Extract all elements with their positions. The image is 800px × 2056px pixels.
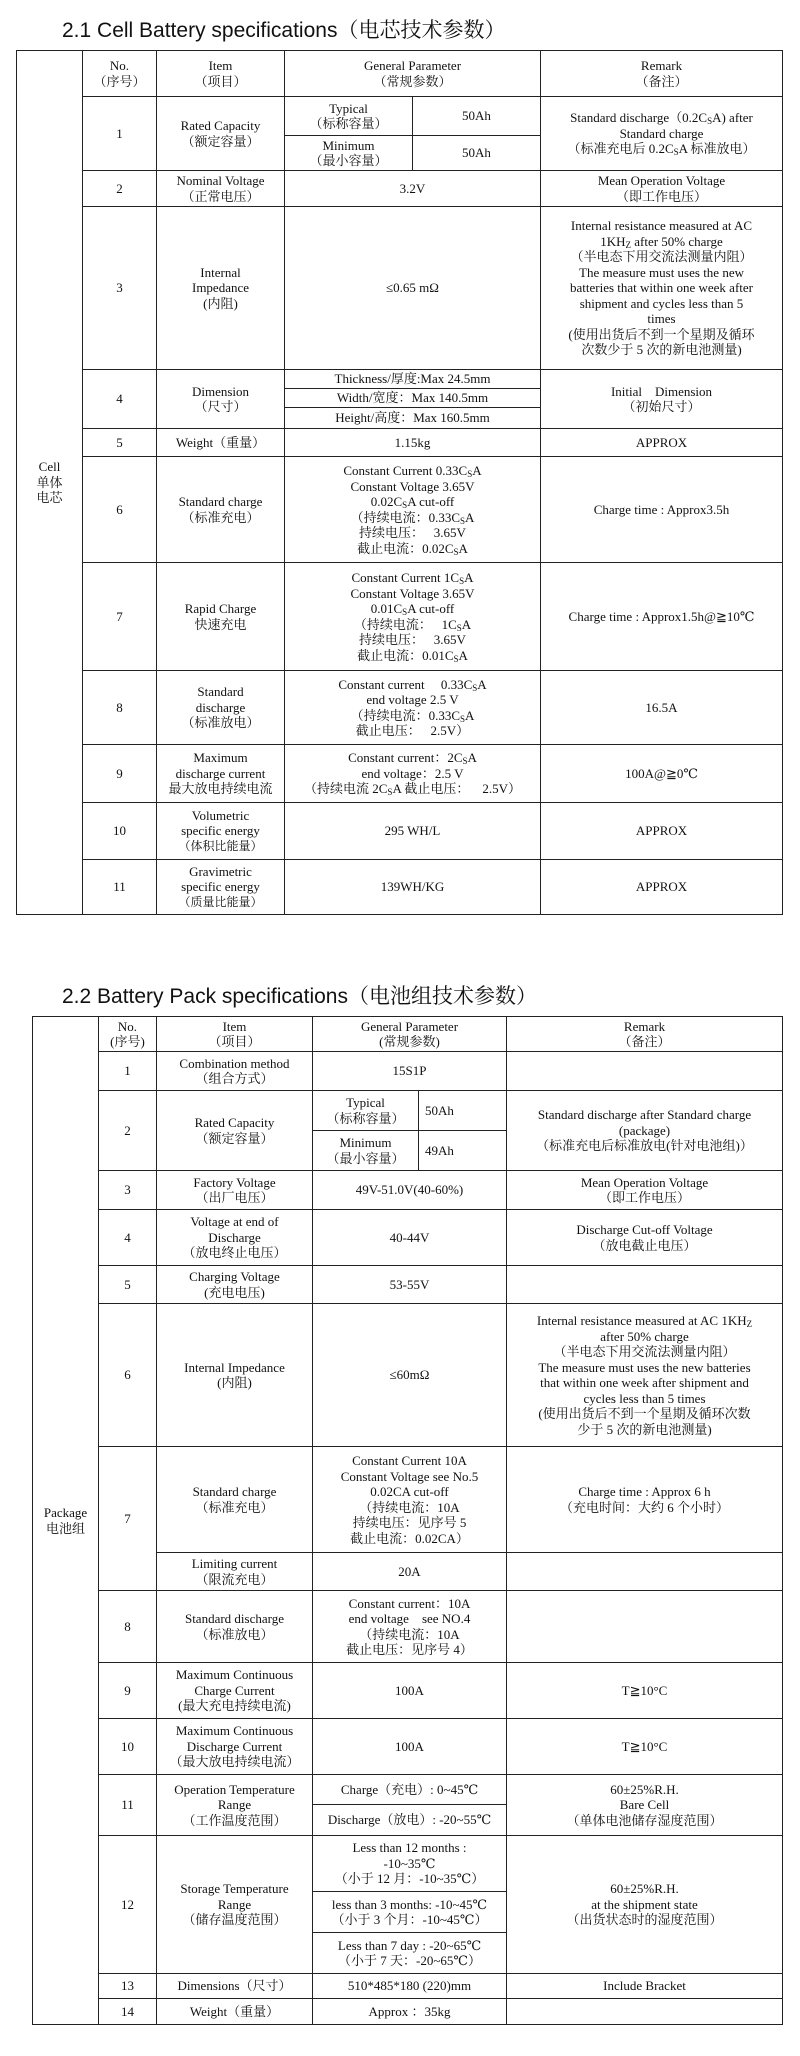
row-number: 4 [99,1210,157,1266]
remark-cell: Standard discharge after Standard charge (package) （标准充电后标准放电(针对电池组)） [507,1091,783,1171]
row-number: 8 [83,671,157,745]
row-number: 11 [83,860,157,915]
item-cell: Internal Impedance (内阻) [157,207,285,370]
parameter-cell: Approx ：35kg [313,1999,507,2025]
section-heading-cell: 2.1 Cell Battery specifications（电芯技术参数） [62,19,506,42]
row-number: 3 [83,207,157,370]
table-row [17,860,783,915]
row-number: 5 [83,429,157,457]
row-number: 2 [83,171,157,207]
row-number: 14 [99,1999,157,2025]
minimum-label: Minimum （最小容量） [285,136,413,171]
typical-value: 50Ah [419,1091,507,1131]
col-header-no: No. （序号） [83,51,157,97]
remark-cell: Charge time : Approx 6 h （充电时间：大约 6 个小时） [507,1447,783,1553]
item-cell: Combination method （组合方式） [157,1052,313,1091]
typical-label: Typical （标称容量） [285,97,413,136]
row-number: 3 [99,1171,157,1210]
group-label-cell: Package 电池组 [33,1017,99,2025]
remark-cell [507,1052,783,1091]
parameter-cell: 53-55V [313,1266,507,1304]
item-cell: Charging Voltage (充电电压) [157,1266,313,1304]
remark-cell: Standard $discharge(0.2C_SA)$ after Standard charge （标准充电后 $0.2C_SA$ 标准放电） [541,97,783,171]
item-cell: Rated Capacity （额定容量） [157,1091,313,1171]
col-header-general-parameter: General Parameter （常规参数） [285,51,541,97]
table-row [17,207,783,370]
item-cell: Maximum Continuous Charge Current (最大充电持续电流) [157,1663,313,1719]
col-header-item: Item （项目） [157,1017,313,1052]
remark-cell [507,1553,783,1591]
item-cell: Nominal Voltage （正常电压） [157,171,285,207]
table-row [17,370,783,389]
row-number: 10 [99,1719,157,1775]
table-row [17,171,783,207]
storage-range-7-days: Less than 7 day : -20~65℃ （小于 7 天：-20~65℃） [313,1933,507,1974]
parameter-cell: Constant Current $1C_SA$ Constant Voltage 3.65V $0.01C_SA$ cut-off （持续电流： $1C_SA$ 持续电压： 3.65V 截止电流：$0.01C_SA$ [285,563,541,671]
table-row [33,1304,783,1447]
section-heading-pack: 2.2 Battery Pack specifications（电池组技术参数） [62,985,537,1008]
parameter-cell: Constant current：10A end voltage see NO.4 （持续电流：10A 截止电压：见序号 4） [313,1591,507,1663]
table-row [17,745,783,803]
parameter-cell: ≤60mΩ [313,1304,507,1447]
parameter-cell: Constant Current $0.33C_SA$ Constant Voltage 3.65V $0.02C_SA$ cut-off （持续电流：$0.33C_SA$ 持续电压： 3.65V 截止电流：$0.02C_SA$ [285,457,541,563]
row-number: 1 [83,97,157,171]
table-row [33,1663,783,1719]
remark-cell: T≧10°C [507,1663,783,1719]
remark-cell: 60±25%R.H. at the shipment state （出货状态时的湿度范围） [507,1836,783,1974]
table-row [33,1775,783,1805]
width-value: Width/宽度：Max 140.5mm [285,389,541,408]
typical-label: Typical （标称容量） [313,1091,419,1131]
remark-cell: Charge time : Approx3.5h [541,457,783,563]
table-row [33,1836,783,1892]
parameter-cell: 100A [313,1663,507,1719]
row-number: 4 [83,370,157,429]
row-number: 1 [99,1052,157,1091]
item-cell: Voltage at end of Discharge （放电终止电压） [157,1210,313,1266]
group-label-cell: Cell 单体 电芯 [17,51,83,915]
remark-cell: T≧10°C [507,1719,783,1775]
table-header-row [17,51,783,97]
remark-cell: 16.5A [541,671,783,745]
row-number: 8 [99,1591,157,1663]
table-row [33,1171,783,1210]
row-number: 5 [99,1266,157,1304]
remark-cell: Include Bracket [507,1974,783,1999]
item-cell: Standard discharge （标准放电） [157,1591,313,1663]
remark-cell: Charge time : Approx1.5h@≧10℃ [541,563,783,671]
minimum-value: 49Ah [419,1131,507,1171]
item-cell: Standard charge （标准充电） [157,457,285,563]
table-header-row [33,1017,783,1052]
remark-cell: APPROX [541,429,783,457]
minimum-value: 50Ah [413,136,541,171]
remark-cell: Initial Dimension （初始尺寸） [541,370,783,429]
table-row [33,1719,783,1775]
remark-cell [507,1999,783,2025]
typical-value: 50Ah [413,97,541,136]
row-number: 9 [83,745,157,803]
item-cell: Weight（重量） [157,1999,313,2025]
remark-cell: APPROX [541,860,783,915]
parameter-cell: Constant Current 10A Constant Voltage see No.5 0.02CA cut-off （持续电流：10A 持续电压：见序号 5 截止电流：0.02CA） [313,1447,507,1553]
charge-temperature: Charge（充电）: 0~45℃ [313,1775,507,1805]
table-row [17,803,783,860]
col-header-remark: Remark （备注） [507,1017,783,1052]
item-cell: Standard charge （标准充电） [157,1447,313,1553]
parameter-cell: 1.15kg [285,429,541,457]
col-header-no: No. (序号) [99,1017,157,1052]
parameter-cell: 49V-51.0V(40-60%) [313,1171,507,1210]
item-cell: Volumetric specific energy （体积比能量） [157,803,285,860]
remark-cell: APPROX [541,803,783,860]
row-number: 2 [99,1091,157,1171]
row-number: 13 [99,1974,157,1999]
row-number: 7 [83,563,157,671]
parameter-cell: 3.2V [285,171,541,207]
item-cell: Dimensions（尺寸） [157,1974,313,1999]
storage-range-12-months: Less than 12 months : -10~35℃ （小于 12 月：-10~35℃） [313,1836,507,1892]
height-value: Height/高度：Max 160.5mm [285,408,541,429]
item-cell: Limiting current （限流充电） [157,1553,313,1591]
thickness-value: Thickness/厚度:Max 24.5mm [285,370,541,389]
parameter-cell: 139WH/KG [285,860,541,915]
item-cell: Weight（重量） [157,429,285,457]
parameter-cell: 510*485*180 (220)mm [313,1974,507,1999]
remark-cell: 100A@≧0℃ [541,745,783,803]
table-row [17,97,783,136]
table-row [17,671,783,745]
row-number: 7 [99,1447,157,1591]
item-cell: Internal Impedance (内阻) [157,1304,313,1447]
remark-cell: 60±25%R.H. Bare Cell （单体电池储存湿度范围） [507,1775,783,1836]
item-cell: Storage Temperature Range （储存温度范围） [157,1836,313,1974]
item-cell: Rated Capacity （额定容量） [157,97,285,171]
storage-range-3-months: less than 3 months: -10~45℃ （小于 3 个月：-10~45℃） [313,1892,507,1933]
row-number: 10 [83,803,157,860]
table-row [33,1999,783,2025]
row-number: 12 [99,1836,157,1974]
table-row [33,1974,783,1999]
item-cell: Dimension （尺寸） [157,370,285,429]
parameter-cell: 40-44V [313,1210,507,1266]
cell-spec-table [16,50,783,915]
table-row [33,1266,783,1304]
pack-spec-table [32,1016,783,2025]
table-row [33,1091,783,1131]
table-row [33,1210,783,1266]
parameter-cell: 20A [313,1553,507,1591]
remark-cell: Mean Operation Voltage （即工作电压） [541,171,783,207]
parameter-cell: 295 WH/L [285,803,541,860]
parameter-cell: ≤0.65 mΩ [285,207,541,370]
item-cell: Standard discharge （标准放电） [157,671,285,745]
discharge-temperature: Discharge（放电）: -20~55℃ [313,1805,507,1836]
row-number: 9 [99,1663,157,1719]
parameter-cell: Constant current $0.33C_SA$ end voltage 2.5 V （持续电流：$0.33C_SA$ 截止电压： 2.5V） [285,671,541,745]
parameter-cell: Constant current：$2C_SA$ end voltage：2.5 V （持续电流 $2C_SA$ 截止电压： 2.5V） [285,745,541,803]
table-row [33,1447,783,1553]
table-row [33,1591,783,1663]
item-cell: Operation Temperature Range （工作温度范围） [157,1775,313,1836]
table-row [17,457,783,563]
table-row [17,429,783,457]
item-cell: Maximum Continuous Discharge Current （最大放电持续电流） [157,1719,313,1775]
parameter-cell: 100A [313,1719,507,1775]
remark-cell [507,1591,783,1663]
minimum-label: Minimum （最小容量） [313,1131,419,1171]
col-header-item: Item （项目） [157,51,285,97]
remark-cell [507,1266,783,1304]
table-row [33,1052,783,1091]
item-cell: Factory Voltage （出厂电压） [157,1171,313,1210]
parameter-cell: 15S1P [313,1052,507,1091]
item-cell: Maximum discharge current 最大放电持续电流 [157,745,285,803]
remark-cell: Mean Operation Voltage （即工作电压） [507,1171,783,1210]
col-header-remark: Remark （备注） [541,51,783,97]
item-cell: Gravimetric specific energy （质量比能量） [157,860,285,915]
row-number: 6 [83,457,157,563]
remark-cell: Internal resistance measured at AC $1KH_Z$ after 50% charge （半电态下用交流法测量内阻） The measure must uses the new batteries that within one week after shipment and cycles less than 5 times (使用出货后不到一个星期及循环次数 少于 5 次的新电池测量) [507,1304,783,1447]
row-number: 6 [99,1304,157,1447]
item-cell: Rapid Charge 快速充电 [157,563,285,671]
remark-cell: Internal resistance measured at AC $1KH_Z$ after 50% charge （半电态下用交流法测量内阻） The measure must uses the new batteries that within one week after shipment and cycles less than 5 times (使用出货后不到一个星期及循环 次数少于 5 次的新电池测量) [541,207,783,370]
table-row [17,563,783,671]
remark-cell: Discharge Cut-off Voltage （放电截止电压） [507,1210,783,1266]
row-number: 11 [99,1775,157,1836]
col-header-general-parameter: General Parameter (常规参数) [313,1017,507,1052]
